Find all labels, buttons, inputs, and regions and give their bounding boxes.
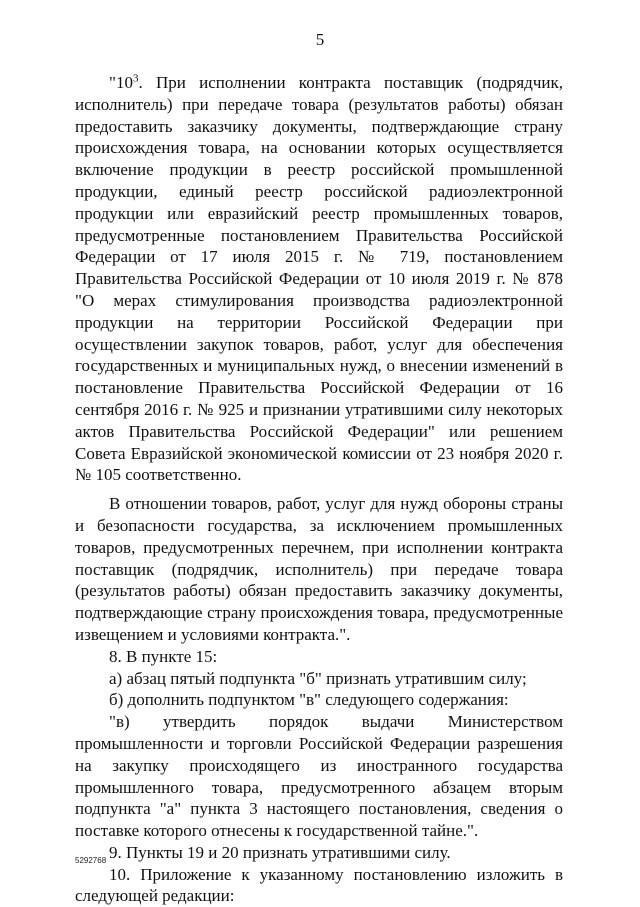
paragraph-item-8a: а) абзац пятый подпункта "б" признать утратившим силу; [109, 668, 527, 688]
paragraph-10-3-text: . При исполнении контракта поставщик (подрядчик, исполнитель) при передаче товара (результатов работы) обязан предоставить заказчику документы, подтверждающие страну происхождения товара, на основании которых осуществляется включение продукции в реестр российской промышленной продукции, единый реестр российской радиоэлектронной продукции или евразийский реестр промышленных товаров, предусмотренные постановлением Правительства Российской Федерации от 17 июля 2015 г. № 719, постановлением Правительства Российской Федерации от 10 июля 2019 г. № 878 "О мерах стимулирования производства радиоэлектронной продукции на территории Российской Федерации при осуществлении закупок товаров, работ, услуг для обеспечения государственных и муниципальных нужд, о внесении изменений в постановление Правительства Российской Федерации от 16 сентября 2016 г. № 925 и признании утратившими силу некоторых актов Правительства Российской Федерации" или решением Совета Евразийской экономической комиссии от 23 ноября 2020 г. № 105 соответственно. [75, 73, 563, 485]
paragraph-item-9: 9. Пункты 19 и 20 признать утратившими силу. [109, 842, 451, 862]
paragraph-10-3-prefix: "10 [109, 73, 133, 92]
page-number: 5 [315, 30, 325, 49]
paragraph-item-8b: б) дополнить подпунктом "в" следующего содержания: [109, 690, 509, 710]
document-body [75, 72, 563, 907]
document-footer-code: 5292768 [75, 856, 107, 865]
paragraph-item-8: 8. В пункте 15: [109, 646, 218, 666]
paragraph-subitem-v: "в) утвердить порядок выдачи Министерством промышленности и торговли Российской Федерации разрешения на закупку происходящего из иностранного государства промышленного товара, предусмотренного абзацем вторым подпункта "а" пункта 3 настоящего постановления, сведения о поставке которого отнесены к государственной тайне.". [75, 712, 563, 841]
paragraph-item-10: 10. Приложение к указанному постановлению изложить в следующей редакции: [75, 864, 563, 906]
paragraph-defense-goods: В отношении товаров, работ, услуг для нужд обороны страны и безопасности государства, за исключением промышленных товаров, предусмотренных перечнем, при исполнении контракта поставщик (подрядчик, исполнитель) при передаче товара (результатов работы) обязан предоставить заказчику документы, подтверждающие страну происхождения товара, предусмотренные извещением и условиями контракта.". [75, 494, 563, 644]
paragraph-10-3-superscript: 3 [132, 72, 139, 85]
paragraph-10-3 [75, 72, 563, 486]
